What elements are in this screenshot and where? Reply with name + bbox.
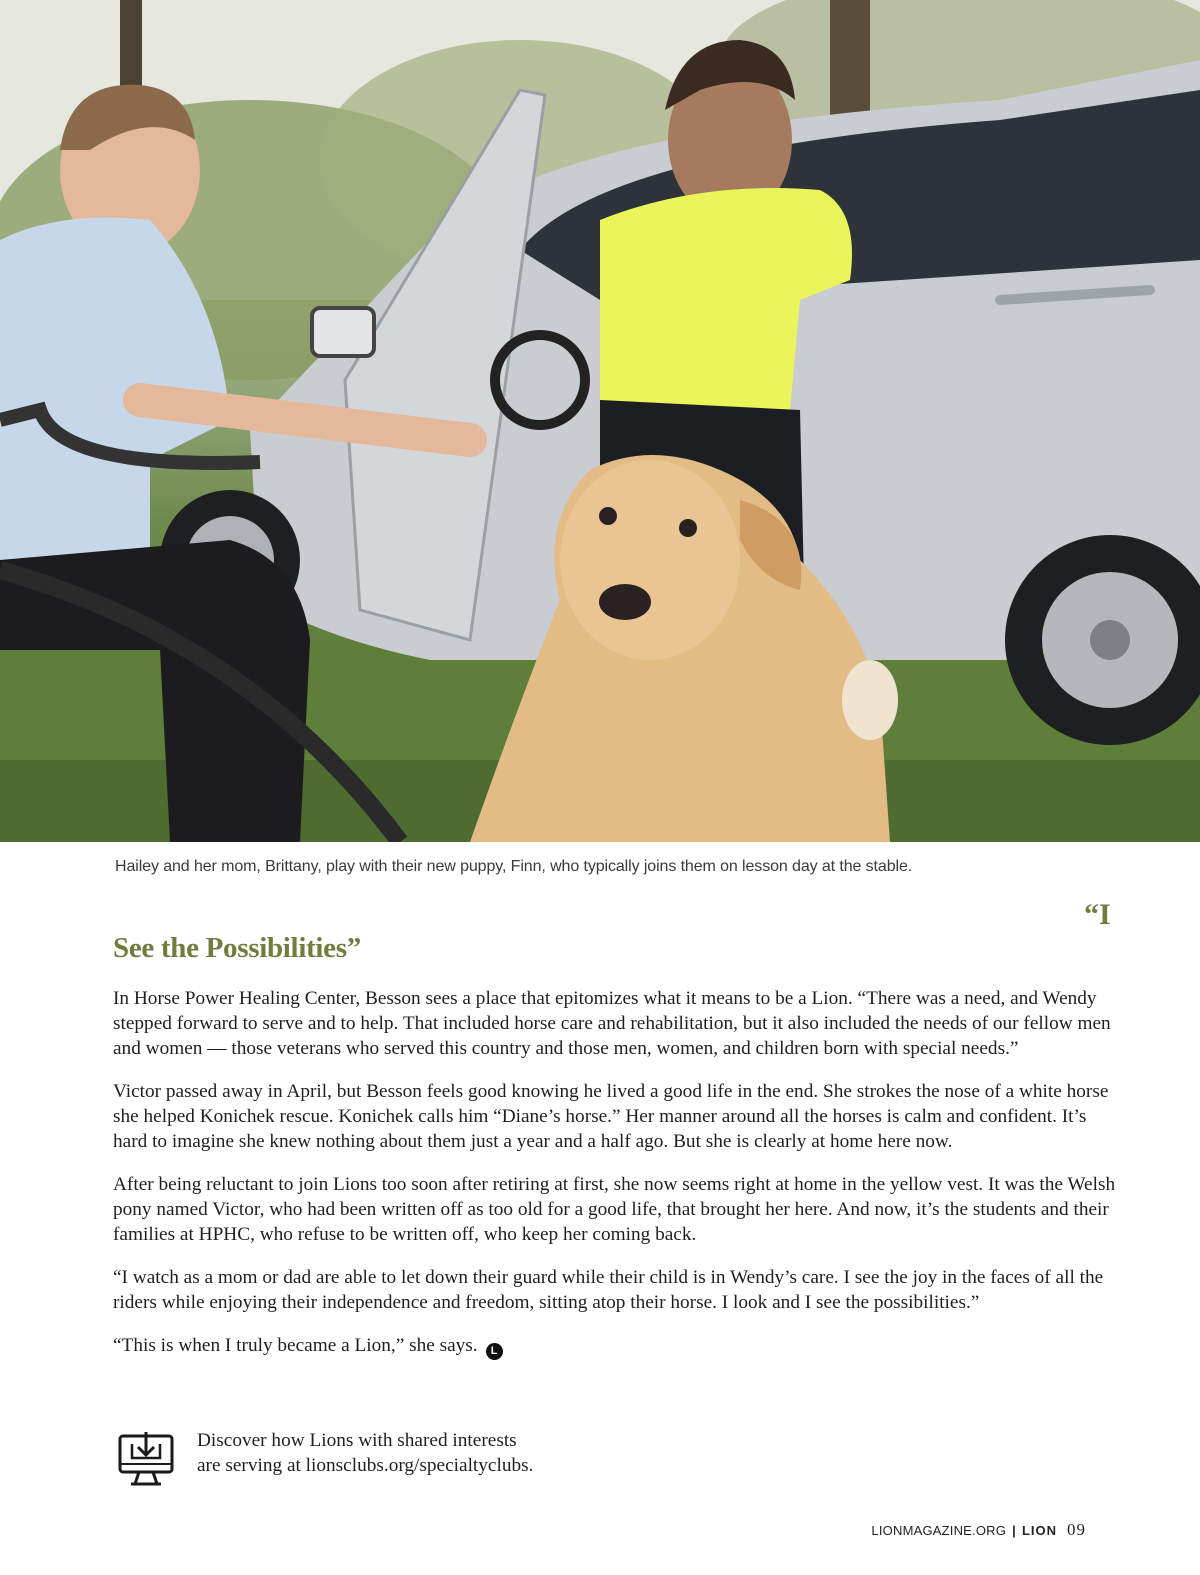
footer-magazine-name: LION	[1021, 1523, 1057, 1538]
closing-text: “This is when I truly became a Lion,” she says.	[113, 1335, 478, 1356]
promo-text	[197, 1428, 533, 1478]
paragraph: “I watch as a mom or dad are able to let down their guard while their child is in Wendy’s care. I see the joy in the faces of all the riders while enjoying their independence and freedom, sitting atop their horse. I look and I see the possibilities.”	[113, 1267, 1104, 1313]
photo-caption: Hailey and her mom, Brittany, play with their new puppy, Finn, who typically joins them on lesson day at the stable.	[115, 858, 913, 875]
pull-quote-open: “I	[1084, 898, 1111, 931]
lion-end-mark-icon: L	[486, 1343, 503, 1360]
paragraph: In Horse Power Healing Center, Besson sees a place that epitomizes what it means to be a Lion. “There was a need, and Wendy stepped forward to serve and to help. That included horse care and rehabilitation, but it also included the needs of our fellow men and women — those veterans who served this country and those men, women, and children born with special needs.”	[113, 988, 1111, 1059]
page-number: 09	[1067, 1520, 1086, 1539]
closing-paragraph	[113, 1333, 1123, 1360]
specialty-clubs-promo	[117, 1428, 597, 1492]
computer-download-icon	[117, 1430, 175, 1488]
page-footer	[871, 1520, 1086, 1540]
paragraph: Victor passed away in April, but Besson feels good knowing he lived a good life in the end. She strokes the nose of a white horse she helped Konichek rescue. Konichek calls him “Diane’s horse.” Her manner around all the horses is calm and confident. It’s hard to imagine she knew nothing about them just a year and a half ago. But she is clearly at home here now.	[113, 1081, 1109, 1152]
footer-site[interactable]: LIONMAGAZINE.ORG	[871, 1523, 1007, 1538]
promo-line-1: Discover how Lions with shared interests	[197, 1430, 517, 1451]
footer-separator: |	[1012, 1523, 1016, 1538]
article-body	[113, 986, 1123, 1378]
paragraph: After being reluctant to join Lions too soon after retiring at first, she now seems right at home in the yellow vest. It was the Welsh pony named Victor, who had been written off as too old for a good life, that brought her here. And now, it’s the students and their families at HPHC, who refuse to be written off, who keep her coming back.	[113, 1174, 1116, 1245]
promo-link-line[interactable]: are serving at lionsclubs.org/specialtyclubs.	[197, 1455, 534, 1476]
section-heading: See the Possibilities”	[113, 932, 361, 964]
